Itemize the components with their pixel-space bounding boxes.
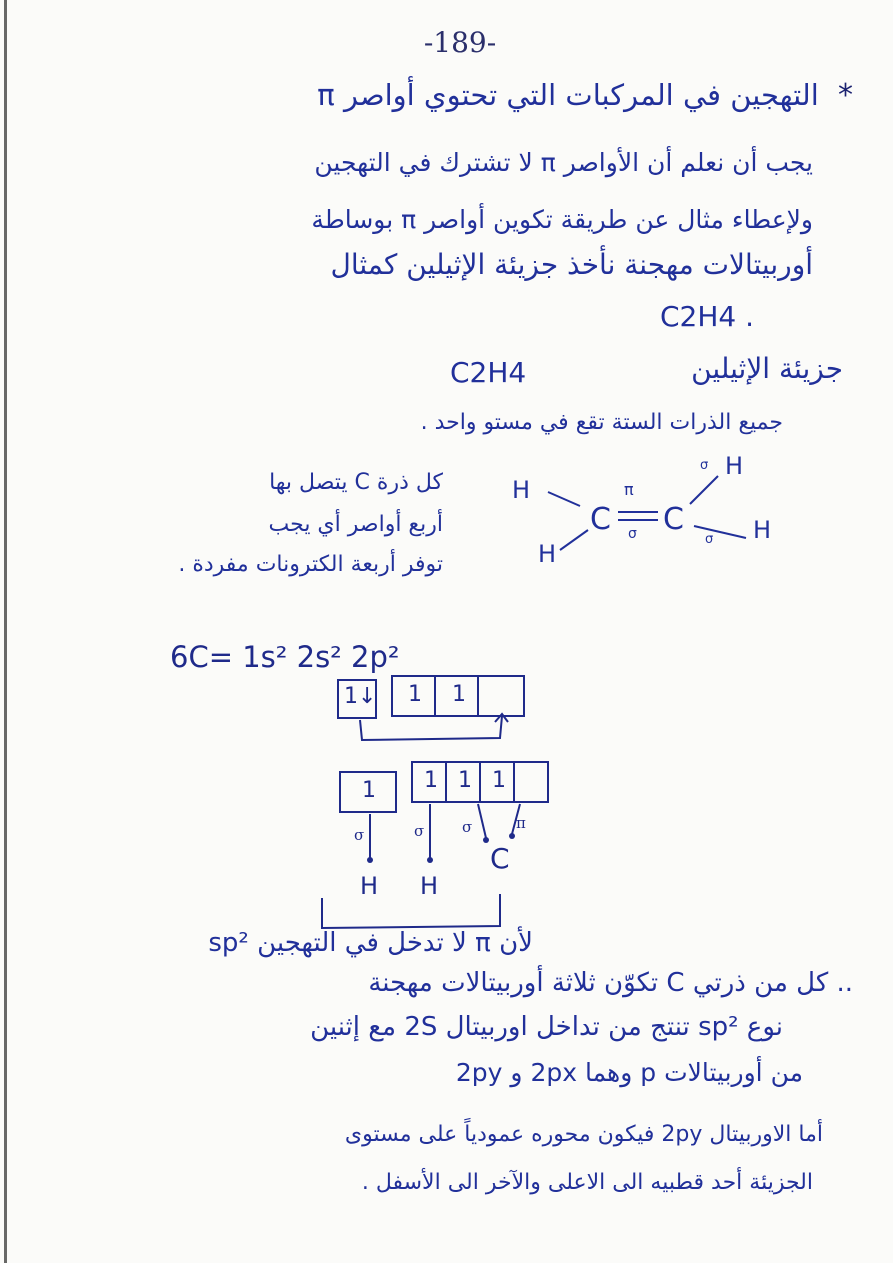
sigma-label-cc: σ [628, 526, 637, 542]
box-2p1-excited: 1 [424, 768, 438, 793]
box-2s-ground: 1↓ [344, 684, 377, 709]
bond-label-2: σ [414, 822, 425, 840]
side-note-line-3: توفر أربعة الكترونات مفردة . [178, 552, 443, 577]
carbon-left: C [590, 502, 611, 537]
bond-label-4: π [516, 814, 526, 832]
carbon-right: C [663, 502, 684, 537]
bottom-line-3: نوع sp² تنتج من تداخل اوربيتال 2S مع إثنين [310, 1012, 783, 1042]
box-2s-excited: 1 [362, 778, 376, 803]
box-2p2-excited: 1 [458, 768, 472, 793]
page-number: -189- [423, 26, 497, 59]
pi-label: π [624, 480, 634, 499]
intro-formula: C2H4 . [660, 300, 755, 333]
hydrogen-top-left: H [512, 476, 531, 504]
hydrogen-bottom-left: H [538, 540, 557, 568]
hydrogen-bottom-right: H [753, 516, 772, 544]
bond-label-1: σ [354, 826, 365, 844]
bottom-line-4: من أوربيتالات p وهما 2px و 2py [455, 1058, 803, 1087]
intro-line-3: أوربيتالات مهجنة نأخذ جزيئة الإثيلين كمثال [330, 248, 813, 281]
ethylene-note: جميع الذرات الستة تقع في مستو واحد . [420, 410, 783, 435]
ethylene-title: جزيئة الإثيلين [691, 352, 843, 385]
electron-configuration: 6C= 1s² 2s² 2p² [170, 640, 400, 674]
bottom-line-2: لأن π لا تدخل في التهجين sp² [208, 928, 533, 958]
bottom-line-1: .. كل من ذرتي C تكوّن ثلاثة أوربيتالات مهجنة [368, 968, 853, 998]
box-2p1-ground: 1 [408, 682, 422, 707]
bonded-atom-1: H [360, 872, 379, 900]
side-note-line-2: أربع أواصر أي يجب [268, 512, 443, 537]
bond-label-3: σ [462, 818, 473, 836]
heading-text: التهجين في المركبات التي تحتوي أواصر π [317, 78, 819, 112]
bottom-line-5: أما الاوربيتال 2py فيكون محوره عمودياً على مستوى [344, 1122, 823, 1147]
bottom-line-6: الجزيئة أحد قطبيه الى الاعلى والآخر الى الأسفل . [361, 1170, 813, 1195]
box-2p3-excited: 1 [492, 768, 506, 793]
hydrogen-top-right: H [725, 452, 744, 480]
bonded-atom-3: C [490, 842, 510, 875]
sigma-label-ch-bottom: σ [705, 532, 714, 547]
ethylene-formula: C2H4 [450, 356, 527, 389]
bonded-atom-2: H [420, 872, 439, 900]
box-2p2-ground: 1 [452, 682, 466, 707]
sigma-label-ch-top: σ [700, 458, 709, 473]
side-note-line-1: كل ذرة C يتصل بها [269, 470, 443, 495]
intro-line-2: ولإعطاء مثال عن طريقة تكوين أواصر π بوساطة [311, 205, 813, 234]
star-bullet: * [838, 78, 853, 113]
intro-line-1: يجب أن نعلم أن الأواصر π لا تشترك في التهجين [314, 148, 813, 177]
